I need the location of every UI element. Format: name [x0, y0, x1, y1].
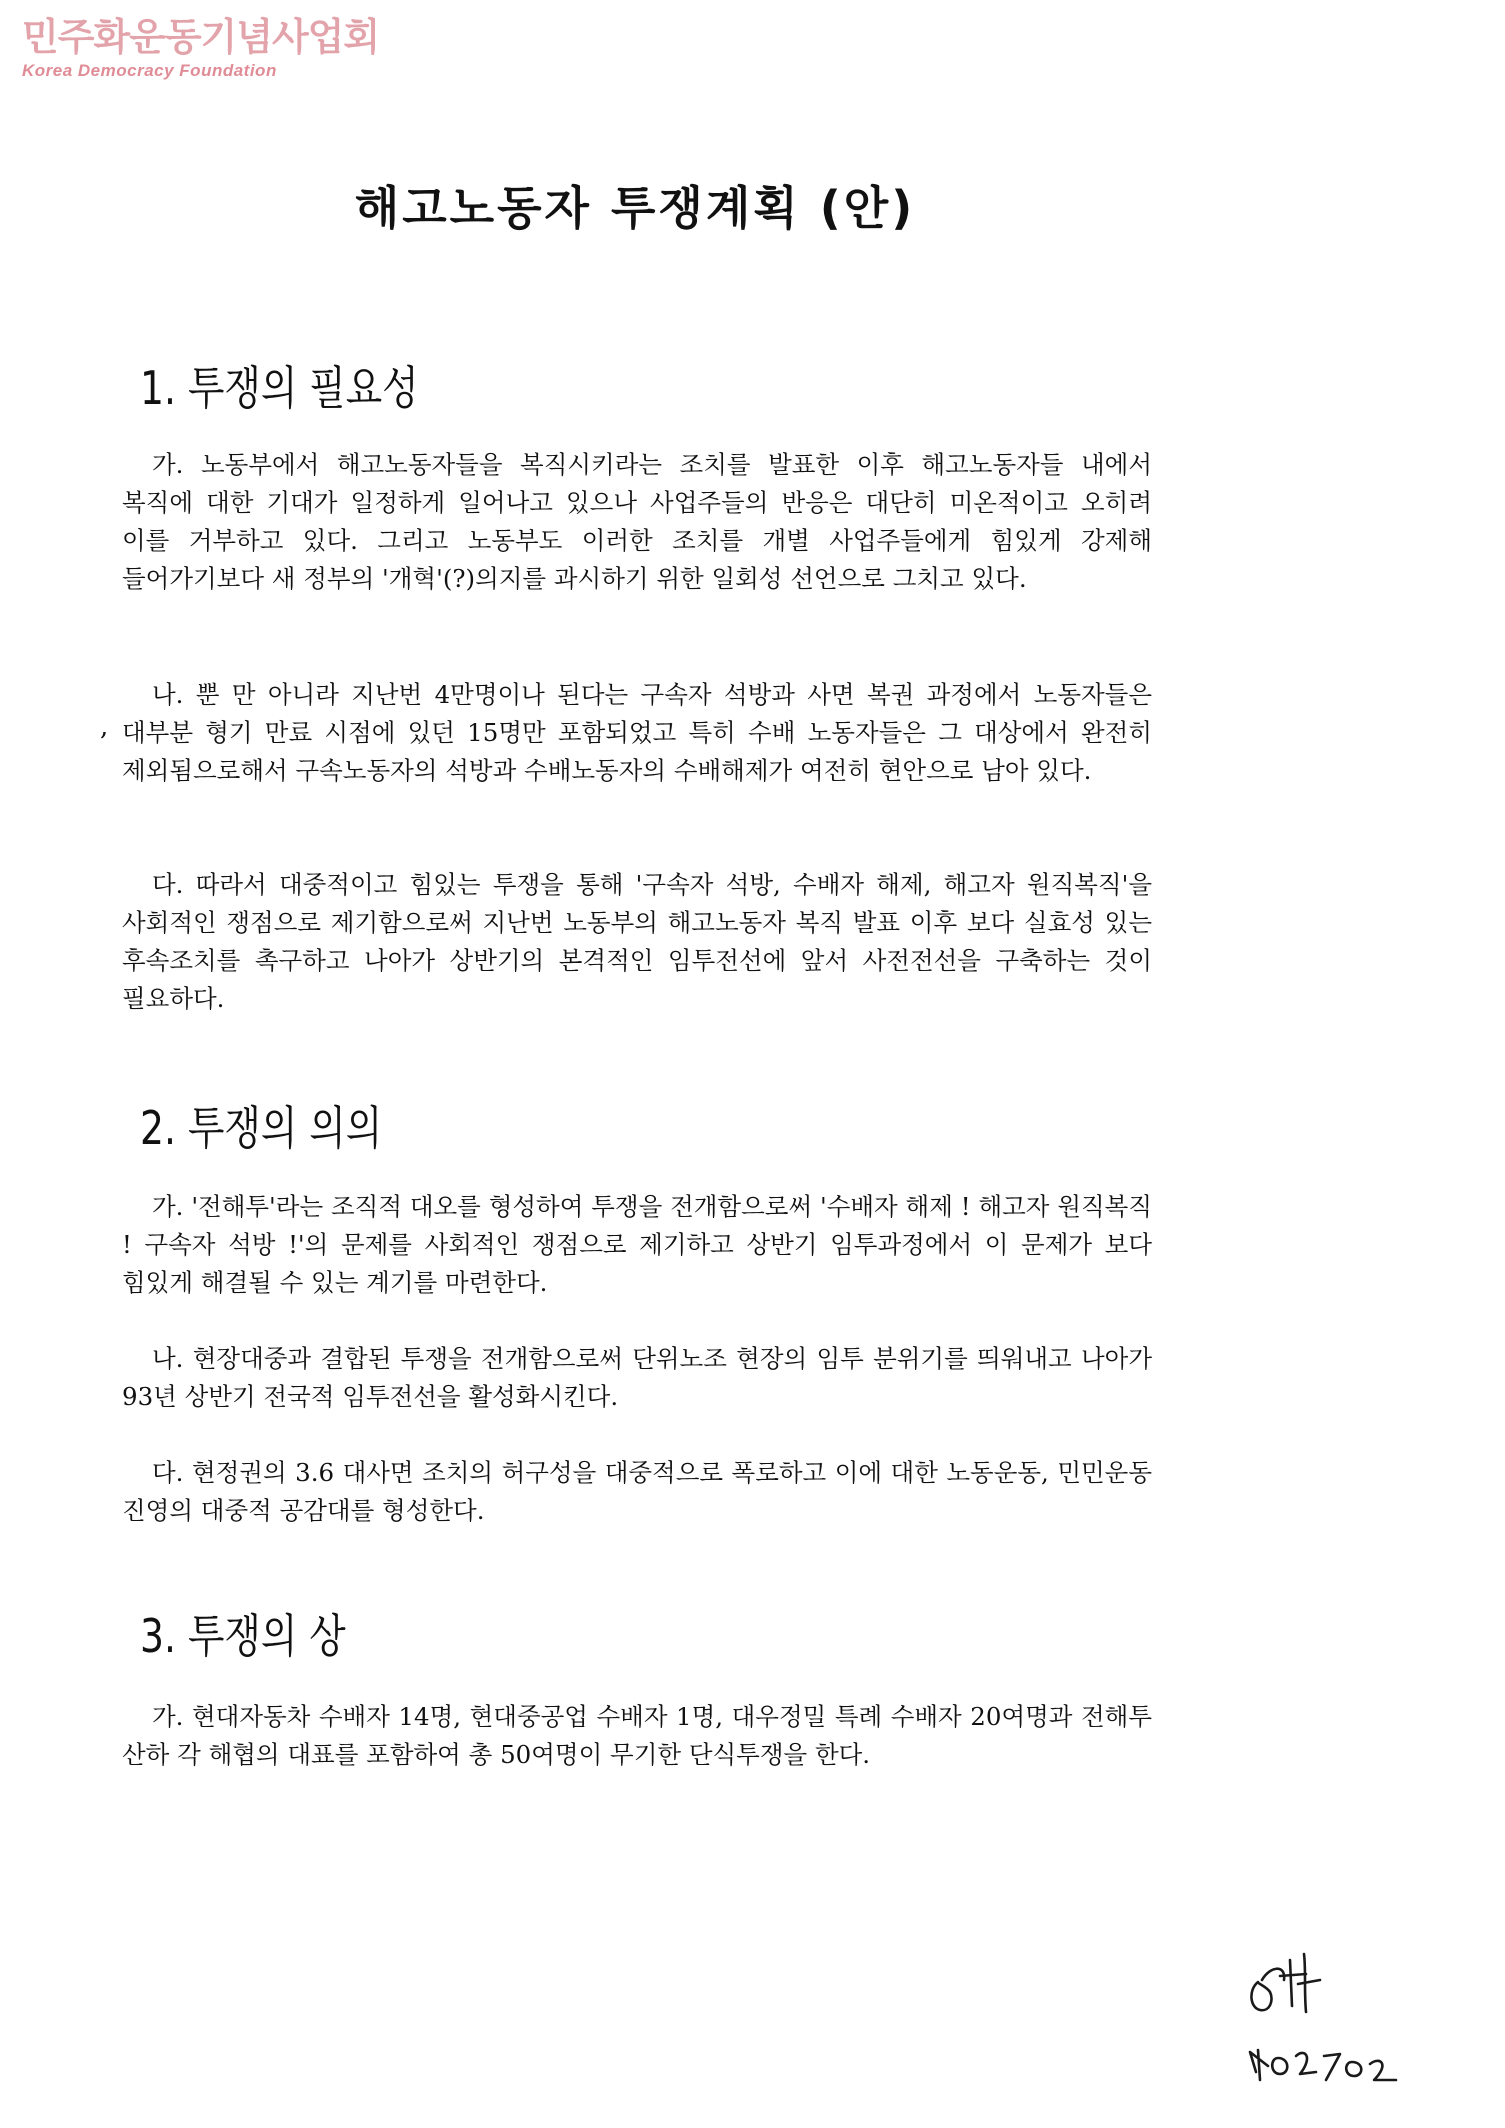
watermark-english: Korea Democracy Foundation [22, 61, 277, 80]
stray-mark: , [100, 712, 109, 742]
section-heading-necessity: 1. 투쟁의 필요성 [140, 361, 419, 415]
section2-paragraph-na: 나. 현장대중과 결합된 투쟁을 전개함으로써 단위노조 현장의 임투 분위기를 띄워내고 나아가 93년 상반기 전국적 임투전선을 활성화시킨다. [122, 1344, 1152, 1411]
section-heading-outline: 3. 투쟁의 상 [140, 1609, 346, 1663]
section3-paragraph-ga: 가. 현대자동차 수배자 14명, 현대중공업 수배자 1명, 대우정밀 특례 수배자 20여명과 전해투 산하 각 해협의 대표를 포함하여 총 50여명이 무기한 단식투쟁을 한다. [122, 1702, 1152, 1769]
section2-paragraph-da: 다. 현정권의 3.6 대사면 조치의 허구성을 대중적으로 폭로하고 이에 대한 노동운동, 민민운동 진영의 대중적 공감대를 형성한다. [122, 1458, 1152, 1525]
section1-paragraph-da: 다. 따라서 대중적이고 힘있는 투쟁을 통해 '구속자 석방, 수배자 해제, 해고자 원직복직'을 사회적인 쟁점으로 제기함으로써 지난번 노동부의 해고노동자 복직 발표 이후 보다 실효성 있는 후속조치를 촉구하고 나아가 상반기의 본격적인 임투전선에 앞서 사전전선을 구축하는 것이 필요하다. [122, 870, 1152, 1013]
watermark-korean: 민주화운동기념사업회 [22, 14, 380, 59]
section2-paragraph-ga: 가. '전해투'라는 조직적 대오를 형성하여 투쟁을 전개함으로써 '수배자 해제 ! 해고자 원직복직 ! 구속자 석방 !'의 문제를 사회적인 쟁점으로 제기하고 상반기 임투과정에서 이 문제가 보다 힘있게 해결될 수 있는 계기를 마련한다. [122, 1192, 1152, 1297]
handwritten-signature [1240, 1940, 1440, 2104]
document-title: 해고노동자 투쟁계획 (안) [354, 181, 916, 235]
section1-paragraph-ga: 가. 노동부에서 해고노동자들을 복직시키라는 조치를 발표한 이후 해고노동자들 내에서 복직에 대한 기대가 일정하게 일어나고 있으나 사업주들의 반응은 대단히 미온적이고 오히려 이를 거부하고 있다. 그리고 노동부도 이러한 조치를 개별 사업주들에게 힘있게 강제해 들어가기보다 새 정부의 '개혁'(?)의지를 과시하기 위한 일회성 선언으로 그치고 있다. [122, 450, 1152, 593]
section1-paragraph-na: 나. 뿐 만 아니라 지난번 4만명이나 된다는 구속자 석방과 사면 복권 과정에서 노동자들은 대부분 형기 만료 시점에 있던 15명만 포함되었고 특히 수배 노동자들은 그 대상에서 완전히 제외됨으로해서 구속노동자의 석방과 수배노동자의 수배해제가 여전히 현안으로 남아 있다. [122, 680, 1152, 785]
signature-drawing [1240, 1940, 1440, 2100]
foundation-watermark [22, 14, 380, 80]
section-heading-significance: 2. 투쟁의 의의 [140, 1101, 383, 1155]
